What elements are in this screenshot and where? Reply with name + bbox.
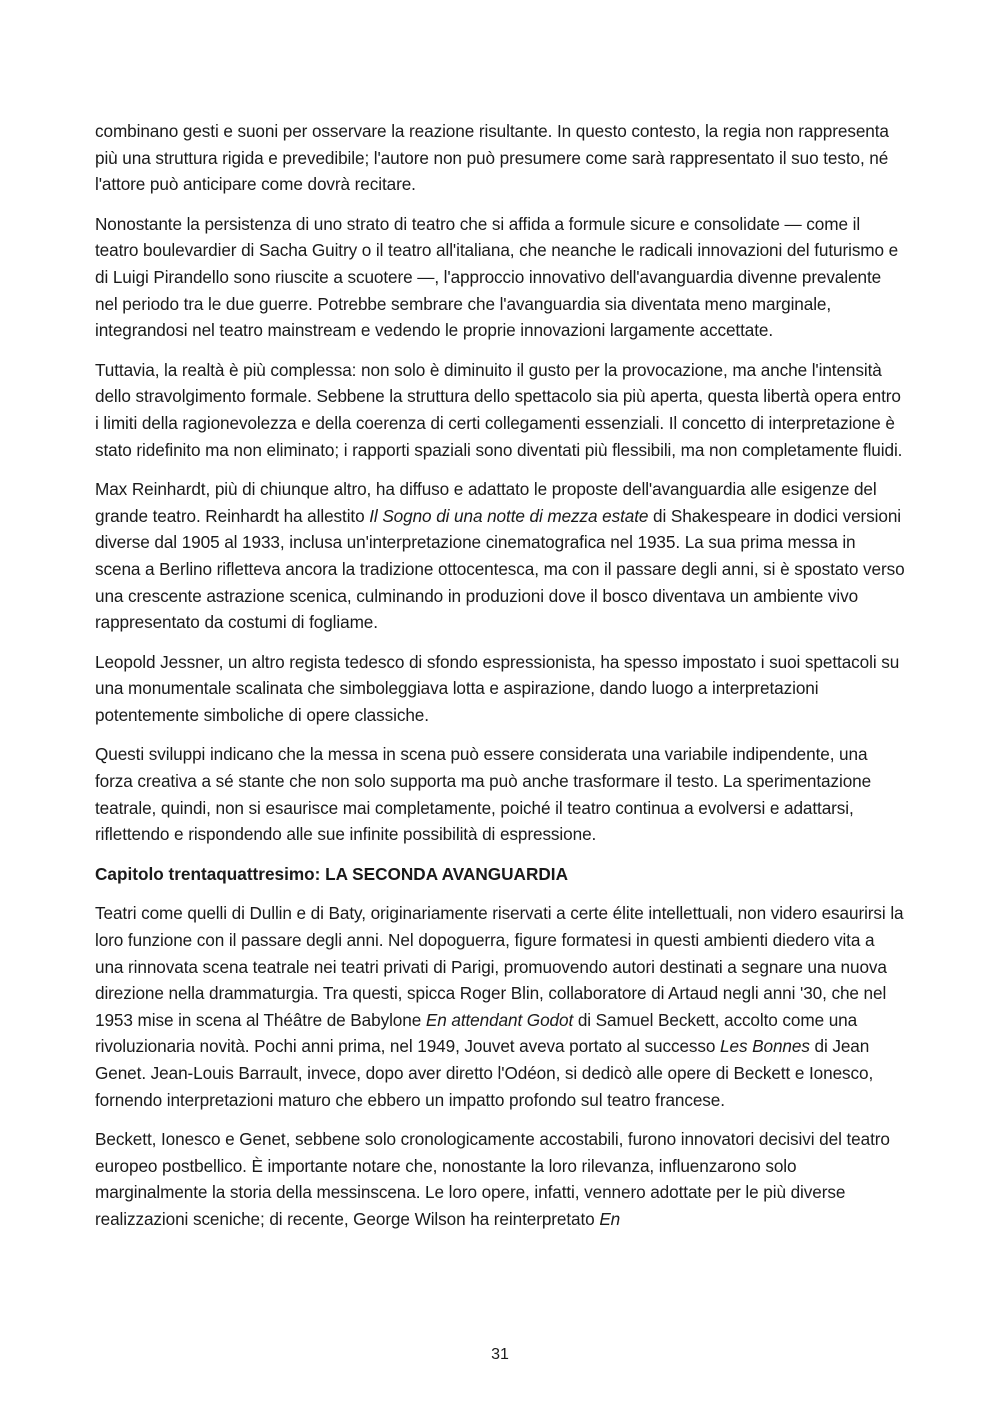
paragraph-text: Questi sviluppi indicano che la messa in scena può essere considerata una variabile indipendente, una forza creativa a sé stante che non solo supporta ma può anche trasformare il testo. La sperimentazione teatrale, quindi, non si esaurisce mai completamente, poiché il teatro continua a evolversi e adattarsi, riflettendo e rispondendo alle sue infinite possibilità di espressione.: [95, 744, 872, 845]
work-title: Il Sogno di una notte di mezza estate: [369, 505, 649, 526]
paragraph-text: Teatri come quelli di Dullin e di Baty, originariamente riservati a certe élite intellettuali, non videro esaurirsi la loro funzione con il passare degli anni. Nel dopoguerra, figure formatesi in questi ambienti diedero vita a una rinnovata scena teatrale nei teatri privati di Parigi, promuovendo autori destinati a segnare una nuova direzione nella drammaturgia. Tra questi, spicca Roger Blin, collaboratore di Artaud negli anni '30, che nel 1953 mise in scena al Théâtre de Babylone: [95, 903, 904, 1030]
work-title: En: [599, 1208, 621, 1229]
paragraph-text: combinano gesti e suoni per osservare la reazione risultante. In questo contesto, la regia non rappresenta più una struttura rigida e prevedibile; l'autore non può presumere come sarà rappresentato il suo testo, né l'attore può anticipare come dovrà recitare.: [95, 121, 889, 195]
paragraph-text: di Shakespeare in dodici versioni diverse dal 1905 al 1933, inclusa un'interpretazione cinematografica nel 1935. La sua prima messa in scena a Berlino rifletteva ancora la tradizione ottocentesca, ma con il passare degli anni, si è spostato verso una crescente astrazione scenica, culminando in produzioni dove il bosco diventava un ambiente vivo rappresentato da costumi di fogliame.: [95, 505, 905, 633]
paragraph-text: Beckett, Ionesco e Genet, sebbene solo cronologicamente accostabili, furono innovatori decisivi del teatro europeo postbellico. È importante notare che, nonostante la loro rilevanza, influenzarono solo marginalmente la storia della messinscena. Le loro opere, infatti, vennero adottate per le più diverse realizzazioni sceniche; di recente, George Wilson ha reinterpretato: [95, 1129, 890, 1229]
paragraph: [95, 476, 905, 636]
chapter-heading-text: Capitolo trentaquattresimo: LA SECONDA AVANGUARDIA: [95, 863, 568, 884]
work-title: Les Bonnes: [720, 1036, 810, 1057]
work-title: En attendant Godot: [425, 1009, 574, 1030]
paragraph: [95, 211, 905, 344]
paragraph-text: Tuttavia, la realtà è più complessa: non solo è diminuito il gusto per la provocazione, ma anche l'intensità dello stravolgimento formale. Sebbene la struttura dello spettacolo sia più aperta, questa libertà opera entro i limiti della ragionevolezza e della coerenza di certi collegamenti essenziali. Il concetto di interpretazione è stato ridefinito ma non eliminato; i rapporti spaziali sono diventati più flessibili, ma non completamente fluidi.: [95, 359, 903, 460]
paragraph-text: Nonostante la persistenza di uno strato di teatro che si affida a formule sicure e consolidate — come il teatro boulevardier di Sacha Guitry o il teatro all'italiana, che neanche le radicali innovazioni del futurismo e di Luigi Pirandello sono riuscite a scuotere —, l'approccio innovativo dell'avanguardia divenne prevalente nel periodo tra le due guerre. Potrebbe sembrare che l'avanguardia sia diventata meno marginale, integrandosi nel teatro mainstream e vedendo le proprie innovazioni largamente accettate.: [95, 213, 899, 341]
page-body: [95, 118, 905, 1246]
paragraph: [95, 741, 905, 847]
paragraph: [95, 357, 905, 463]
paragraph: [95, 649, 905, 729]
chapter-heading: [95, 861, 905, 888]
paragraph-text: di Samuel Beckett, accolto come una rivoluzionaria novità. Pochi anni prima, nel 1949, Jouvet aveva portato al successo: [95, 1009, 858, 1057]
paragraph-text: di Jean Genet. Jean-Louis Barrault, invece, dopo aver diretto l'Odéon, si dedicò alle opere di Beckett e Ionesco, fornendo interpretazioni maturo che ebbero un impatto profondo sul teatro francese.: [95, 1036, 874, 1110]
paragraph: [95, 900, 905, 1113]
page-number: 31: [491, 1346, 509, 1363]
paragraph-text: Leopold Jessner, un altro regista tedesco di sfondo espressionista, ha spesso impostato i suoi spettacoli su una monumentale scalinata che simboleggiava lotta e aspirazione, dando luogo a interpretazioni potentemente simboliche di opere classiche.: [95, 651, 900, 725]
paragraph: [95, 1126, 905, 1232]
paragraph: [95, 118, 905, 198]
paragraph-text: Max Reinhardt, più di chiunque altro, ha diffuso e adattato le proposte dell'avanguardia alle esigenze del grande teatro. Reinhardt ha allestito: [95, 479, 877, 526]
